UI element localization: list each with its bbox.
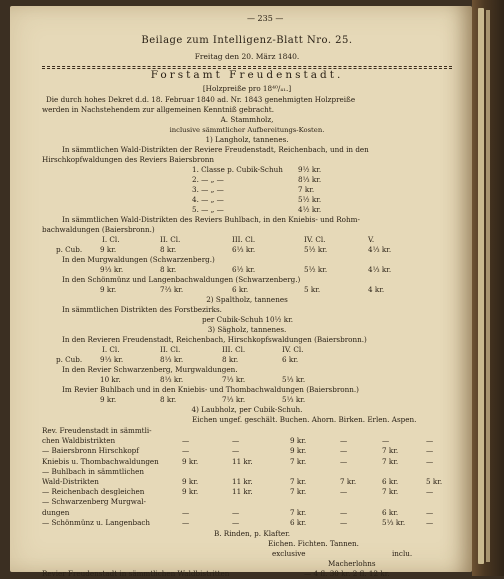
laub-row-cell: — (426, 507, 434, 517)
laub-row-cell: — (340, 507, 348, 517)
laub-row-cell: — (182, 436, 190, 446)
b-col-head-1: I. Cl. (102, 345, 120, 354)
col-head-5: V. (368, 235, 375, 244)
b-row1-v4: 6 kr. (282, 355, 299, 364)
section-subheading: [Holzpreiße pro 18⁴⁰/₄₁.] (202, 84, 292, 93)
laub-row-cell: 7 kr. (290, 477, 307, 486)
class-4-price: 5½ kr. (298, 195, 322, 204)
laub-row-cell: — (426, 456, 434, 466)
para1-line-2: Hirschkopfwaldungen des Reviers Baiersbronn (42, 155, 215, 164)
row1-v5: 4⅓ kr. (368, 245, 392, 254)
section-heading: Forstamt Freudenstadt. (150, 69, 344, 81)
laub-row-label: — Schönmünz u. Langenbach (42, 517, 151, 527)
top-rule-1 (42, 66, 452, 67)
row1-v3: 6⅓ kr. (232, 245, 256, 254)
row1-v1: 9 kr. (100, 245, 117, 254)
laub-row-cell: — (182, 446, 190, 456)
b-row1-unit: p. Cub. (56, 355, 83, 364)
laub-row-cell: 5 kr. (426, 477, 443, 486)
b-col-head-4: IV. Cl. (282, 345, 304, 354)
laub-row-label: — Schwarzenberg Murgwal- (42, 497, 146, 507)
laub-row-label: — Reichenbach desgleichen (42, 487, 145, 497)
laub-row-cell: — (426, 446, 434, 456)
row3-v4: 5 kr. (304, 285, 321, 294)
para2-line-1: In sämmtlichen Wald-Distrikten des Reviers Buhlbach, in den Kniebis- und Rohm- (62, 215, 360, 224)
laub-row-cell: 7 kr. (382, 456, 399, 466)
class-1-label: 1. Classe p. Cubik-Schuh (192, 165, 283, 174)
rinden-row-label: Revier Freudenstadt in sämmtlichen Waldbistritten (42, 569, 230, 578)
class-2-label: 2. — „ — (192, 175, 224, 184)
b-row3-v3: 7⅓ kr. (222, 395, 246, 404)
macherlohn-label: Macherlohns (328, 559, 376, 568)
laub-row-cell: — (232, 446, 240, 456)
laub-row-cell: 7 kr. (290, 487, 307, 497)
col-head-2: II. Cl. (160, 235, 181, 244)
langholz-heading: 1) Langholz, tannenes. (205, 135, 289, 144)
saegholz-heading: 3) Sägholz, tannenes. (207, 325, 287, 334)
row3-v5: 4 kr. (368, 285, 385, 294)
laub-row-cell: 9 kr. (290, 446, 307, 456)
para2-line-2: bachwaldungen (Baiersbronn.) (42, 225, 155, 234)
laub-row-cell: 6 kr. (290, 517, 307, 527)
laub-row-cell: — (426, 436, 434, 446)
laub-row-cell: 9 kr. (182, 456, 199, 466)
class-2-price: 8⅓ kr. (298, 175, 322, 184)
laub-row-cell: — (232, 436, 240, 446)
stammholz-note: inclusive sämmtlicher Aufbereitungs-Kosten. (169, 126, 325, 134)
intro-line-1: Die durch hohes Dekret d.d. 18. Februar 1840 ad. Nr. 1843 genehmigten Holzpreiße (46, 95, 356, 104)
class-4-label: 4. — „ — (192, 195, 224, 204)
para1-line-1: In sämmtlichen Wald-Distrikten der Reviere Freudenstadt, Reichenbach, und in den (62, 145, 369, 154)
schwarzenberg-heading: In den Revier Schwarzenberg, Murgwaldungen. (62, 365, 238, 374)
b-row3-v2: 8 kr. (160, 395, 177, 404)
spaltholz-note: In sämmtlichen Distrikten des Forstbezirks. (62, 305, 222, 314)
laub-row-cell: 9 kr. (182, 487, 199, 497)
issue-date: Freitag den 20. März 1840. (194, 52, 300, 61)
laub-row-cell: — (426, 487, 434, 497)
laub-row-cell: 7 kr. (290, 507, 307, 517)
b-row2-v1: 10 kr. (100, 375, 121, 384)
laub-row-label: Kniebis u. Thombachwaldungen (42, 456, 159, 466)
laub-row-cell: 6 kr. (382, 477, 399, 486)
laub-row-label: Wald-Distrikten (42, 477, 99, 486)
laub-row-cell: 7 kr. (290, 456, 307, 466)
laub-row-cell: — (182, 517, 190, 527)
laub-row-cell: 9 kr. (290, 436, 307, 446)
class-1-price: 9½ kr. (298, 165, 322, 174)
laub-row-cell: 11 kr. (232, 487, 253, 497)
laub-row-label: Rev. Freudenstadt in sämmtli- (42, 426, 152, 435)
row2-v3: 6½ kr. (232, 265, 256, 274)
col-head-3: III. Cl. (232, 235, 256, 244)
laub-row-cell: — (340, 517, 348, 527)
book-edge (472, 0, 504, 576)
laub-row-cell: — (232, 507, 240, 517)
laub-row-cell: 5⅓ kr. (382, 517, 406, 527)
row1-unit: p. Cub. (56, 245, 83, 254)
laub-row-cell: 11 kr. (232, 477, 253, 486)
exclusive-label: exclusive (272, 549, 306, 558)
rinden-columns: Eichen. Fichten. Tannen. (268, 539, 359, 548)
col-head-1: I. Cl. (102, 235, 120, 244)
row2-v1: 9⅓ kr. (100, 265, 124, 274)
b-row1-v2: 8⅓ kr. (160, 355, 184, 364)
intro-line-2: werden in Nachstehendem zur allgemeinen Kenntniß gebracht. (42, 105, 274, 114)
row3-v2: 7⅔ kr. (160, 285, 184, 294)
class-5-price: 4½ kr. (298, 205, 322, 214)
laub-row-cell: 6 kr. (382, 507, 399, 517)
laub-row-cell: — (340, 487, 348, 497)
laub-row-cell: 7 kr. (340, 477, 357, 486)
b-row1-v1: 9⅓ kr. (100, 355, 124, 364)
inclusive-label: inclu. (392, 549, 413, 558)
row2-v4: 5½ kr. (304, 265, 328, 274)
laub-row-cell: — (232, 517, 240, 527)
laubholz-columns: Eichen ungef. geschält. Buchen. Ahorn. Birken. Erlen. Aspen. (192, 415, 417, 424)
row3-v3: 6 kr. (232, 285, 249, 294)
laubholz-heading: 4) Laubholz, per Cubik-Schuh. (191, 405, 303, 414)
b-row2-v4: 5⅓ kr. (282, 375, 306, 384)
b-col-head-3: III. Cl. (222, 345, 246, 354)
laub-row-cell: — (340, 436, 348, 446)
row2-v2: 8 kr. (160, 265, 177, 274)
row2-v5: 4⅓ kr. (368, 265, 392, 274)
col-head-4: IV. Cl. (304, 235, 326, 244)
buhlbach-heading: Im Revier Buhlbach und in den Kniebis- und Thombachwaldungen (Baiersbronn.) (62, 385, 359, 394)
rinden-row-values: — 4 fl. 30 kr. 2 fl. 12 kr. (304, 569, 390, 578)
document-page (10, 6, 472, 578)
spaltholz-heading: 2) Spaltholz, tannenes (206, 295, 288, 304)
b-row2-v3: 7⅓ kr. (222, 375, 246, 384)
laub-row-cell: 7 kr. (382, 446, 399, 456)
class-3-label: 3. — „ — (192, 185, 224, 194)
class-5-label: 5. — „ — (192, 205, 224, 214)
b-col-head-2: II. Cl. (160, 345, 181, 354)
row3-v1: 9 kr. (100, 285, 117, 294)
laub-row-cell: 11 kr. (232, 456, 253, 466)
saegholz-note: In den Revieren Freudenstadt, Reichenbach, Hirschkopfswaldungen (Baiersbronn.) (62, 335, 367, 344)
spaltholz-price: per Cubik-Schuh 10½ kr. (202, 315, 294, 324)
b-row2-v2: 8⅓ kr. (160, 375, 184, 384)
laub-row-cell: 7 kr. (382, 487, 399, 497)
laub-row-cell: 9 kr. (182, 477, 199, 486)
row1-v4: 5½ kr. (304, 245, 328, 254)
laub-row-cell: — (382, 436, 390, 446)
supplement-title: Beilage zum Intelligenz-Blatt Nro. 25. (141, 35, 353, 46)
laub-row-cell: — (426, 517, 434, 527)
laub-row-label: — Buhlbach in sämmtlichen (42, 466, 144, 476)
laub-row-label: — Baiersbronn Hirschkopf (42, 446, 139, 456)
b-row1-v3: 8 kr. (222, 355, 239, 364)
laub-row-cell: — (340, 446, 348, 456)
schoenmuenz-heading: In den Schönmünz und Langenbachwaldungen (Schwarzenberg.) (62, 275, 301, 284)
row1-v2: 8 kr. (160, 245, 177, 254)
laub-row-label: dungen (42, 507, 70, 517)
b-row3-v4: 5⅓ kr. (282, 395, 306, 404)
laub-row-cell: — (340, 456, 348, 466)
page-number: — 235 — (247, 14, 284, 23)
laub-row-cell: — (182, 507, 190, 517)
stammholz-label: A. Stammholz, (220, 115, 274, 124)
b-row3-v1: 9 kr. (100, 395, 117, 404)
class-3-price: 7 kr. (298, 185, 315, 194)
rinden-heading: B. Rinden, p. Klafter. (213, 529, 291, 538)
laub-row-label: chen Waldbistrikten (42, 436, 116, 446)
murg-heading: In den Murgwaldungen (Schwarzenberg.) (62, 255, 215, 264)
